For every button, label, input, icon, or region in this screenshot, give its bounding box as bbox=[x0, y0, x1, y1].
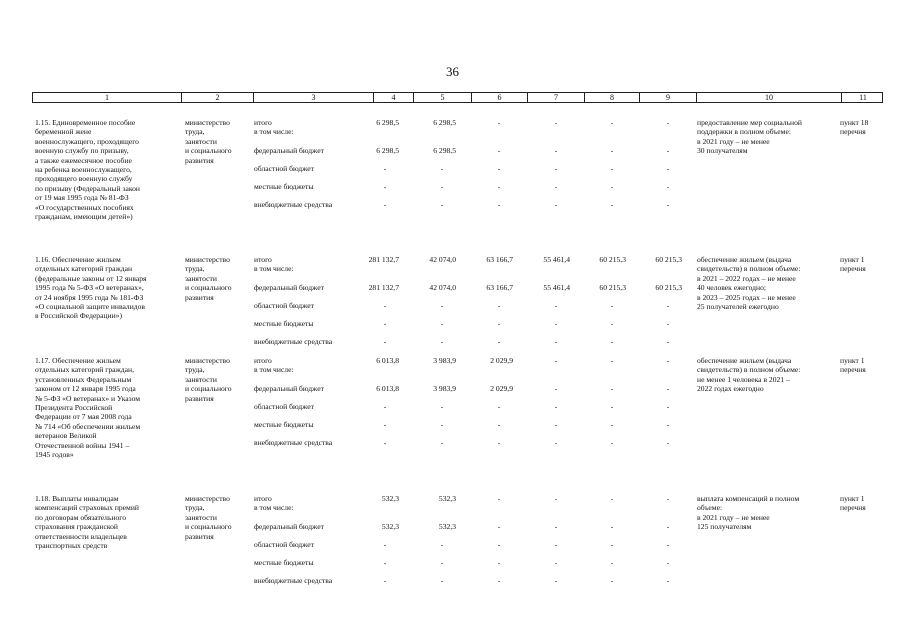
row-source-line: в том числе: bbox=[254, 503, 294, 513]
row-value-cell: - bbox=[666, 337, 670, 346]
row-description-line: 1995 года № 5-ФЗ «О ветеранах», bbox=[35, 283, 144, 293]
row-value-cell: - bbox=[497, 522, 501, 531]
row-value-cell: - bbox=[440, 576, 444, 585]
row-value-cell: - bbox=[554, 146, 558, 155]
row-value-cell: - bbox=[610, 356, 614, 365]
row-value-cell: - bbox=[610, 384, 614, 393]
row-value-cell: 532,3 bbox=[438, 522, 456, 531]
row-result-line: не менее 1 человека в 2021 – bbox=[697, 374, 790, 384]
row-source-line: в том числе: bbox=[254, 365, 294, 375]
row-value-cell: - bbox=[497, 118, 501, 127]
row-value-cell: - bbox=[383, 337, 387, 346]
row-executor-line: развития bbox=[185, 531, 214, 541]
row-value-cell: - bbox=[666, 319, 670, 328]
row-description-line: (федеральные законы от 12 января bbox=[35, 273, 147, 283]
row-value-cell: - bbox=[610, 146, 614, 155]
row-value-cell: - bbox=[497, 164, 501, 173]
row-value-cell: - bbox=[440, 182, 444, 191]
row-value-cell: 60 215,3 bbox=[599, 255, 626, 264]
row-value-cell: 55 461,4 bbox=[543, 283, 570, 292]
table-header bbox=[32, 92, 883, 103]
row-value-cell: - bbox=[497, 146, 501, 155]
row-value-cell: - bbox=[497, 182, 501, 191]
row-value-cell: - bbox=[666, 522, 670, 531]
row-value-cell: - bbox=[666, 494, 670, 503]
row-description-line: по призыву (Федеральный закон bbox=[35, 183, 140, 193]
row-description-line: 1.18. Выплаты инвалидам bbox=[35, 494, 119, 503]
row-result-line: 30 получателям bbox=[697, 146, 748, 156]
row-value-cell: - bbox=[383, 402, 387, 411]
row-result-line: в 2021 году – не менее bbox=[697, 136, 770, 146]
row-value-cell: - bbox=[383, 319, 387, 328]
header-col-1: 1 bbox=[105, 93, 109, 102]
row-value-cell: - bbox=[554, 576, 558, 585]
row-executor-line: министерство bbox=[185, 494, 230, 503]
row-executor-line: труда, bbox=[185, 365, 205, 375]
row-description-line: 1.15. Единовременное пособие bbox=[35, 118, 136, 127]
row-value-cell: - bbox=[440, 558, 444, 567]
row-executor-line: министерство bbox=[185, 356, 230, 365]
row-value-cell: 60 215,3 bbox=[599, 283, 626, 292]
row-value-cell: - bbox=[666, 420, 670, 429]
row-value-cell: - bbox=[497, 540, 501, 549]
row-source-line: местные бюджеты bbox=[254, 319, 314, 328]
row-executor-line: занятости bbox=[185, 374, 217, 384]
row-executor-line: занятости bbox=[185, 512, 217, 522]
row-value-cell: - bbox=[554, 494, 558, 503]
row-result-line: предоставление мер социальной bbox=[697, 118, 802, 127]
row-description-line: военнослужащего, проходящего bbox=[35, 136, 139, 146]
row-value-cell: 6 013,8 bbox=[376, 356, 399, 365]
row-source-line: итого bbox=[254, 494, 272, 503]
row-value-cell: - bbox=[666, 558, 670, 567]
row-value-cell: - bbox=[440, 402, 444, 411]
header-col-11: 11 bbox=[841, 93, 884, 102]
row-value-cell: - bbox=[497, 438, 501, 447]
row-result-line: поддержки в полном объеме: bbox=[697, 127, 791, 137]
row-description-line: гражданам, имеющим детей») bbox=[35, 212, 133, 221]
row-executor-line: труда, bbox=[185, 127, 205, 137]
row-value-cell: 6 298,5 bbox=[376, 118, 399, 127]
row-value-cell: - bbox=[666, 164, 670, 173]
row-value-cell: - bbox=[383, 200, 387, 209]
row-value-cell: - bbox=[554, 182, 558, 191]
row-source-line: итого bbox=[254, 255, 272, 264]
row-value-cell: - bbox=[497, 420, 501, 429]
row-source-line: местные бюджеты bbox=[254, 420, 314, 429]
row-value-cell: 60 215,3 bbox=[655, 255, 682, 264]
row-description-line: в Российской Федерации») bbox=[35, 311, 122, 321]
row-executor-line: развития bbox=[185, 393, 214, 403]
row-result-line: обеспечение жильем (выдача bbox=[697, 255, 792, 264]
row-value-cell: - bbox=[440, 337, 444, 346]
row-description-line: ответственности владельцев bbox=[35, 531, 127, 541]
row-value-cell: 6 298,5 bbox=[376, 146, 399, 155]
row-source-line: в том числе: bbox=[254, 264, 294, 274]
row-value-cell: - bbox=[666, 576, 670, 585]
row-description-line: ветеранов Великой bbox=[35, 431, 97, 441]
row-value-cell: - bbox=[497, 402, 501, 411]
row-source-line: внебюджетные средства bbox=[254, 576, 333, 585]
row-value-cell: - bbox=[610, 182, 614, 191]
row-description-line: 1.17. Обеспечение жильем bbox=[35, 356, 121, 365]
row-value-cell: - bbox=[497, 319, 501, 328]
row-value-cell: - bbox=[610, 337, 614, 346]
row-value-cell: 63 166,7 bbox=[486, 255, 513, 264]
row-reference-line: пункт 1 bbox=[840, 494, 865, 503]
row-result-line: в 2021 году – не менее bbox=[697, 512, 770, 522]
row-value-cell: 42 074,0 bbox=[429, 283, 456, 292]
row-value-cell: - bbox=[383, 301, 387, 310]
row-value-cell: 60 215,3 bbox=[655, 283, 682, 292]
row-value-cell: - bbox=[497, 337, 501, 346]
row-value-cell: - bbox=[497, 576, 501, 585]
row-value-cell: - bbox=[610, 200, 614, 209]
row-source-line: внебюджетные средства bbox=[254, 200, 333, 209]
row-description-line: проходящего военную службу bbox=[35, 174, 133, 184]
row-description-line: № 714 «Об обеспечении жильем bbox=[35, 421, 141, 431]
row-description-line: а также ежемесячное пособие bbox=[35, 155, 132, 165]
row-value-cell: - bbox=[554, 420, 558, 429]
row-value-cell: 281 132,7 bbox=[368, 255, 399, 264]
row-description-line: установленных Федеральным bbox=[35, 374, 132, 384]
row-source-line: областной бюджет bbox=[254, 164, 314, 173]
row-reference-line: перечня bbox=[840, 365, 866, 375]
row-source-line: итого bbox=[254, 356, 272, 365]
row-value-cell: - bbox=[610, 576, 614, 585]
row-value-cell: - bbox=[440, 200, 444, 209]
header-col-5: 5 bbox=[413, 93, 471, 102]
row-value-cell: 281 132,7 bbox=[368, 283, 399, 292]
header-col-8: 8 bbox=[584, 93, 639, 102]
row-value-cell: - bbox=[497, 558, 501, 567]
row-value-cell: - bbox=[383, 576, 387, 585]
row-reference-line: пункт 18 bbox=[840, 118, 869, 127]
row-description-line: страхования гражданской bbox=[35, 522, 118, 532]
row-reference-line: перечня bbox=[840, 503, 866, 513]
row-reference-line: пункт 1 bbox=[840, 255, 865, 264]
row-executor-line: занятости bbox=[185, 273, 217, 283]
row-value-cell: 2 029,9 bbox=[490, 356, 513, 365]
row-source-line: в том числе: bbox=[254, 127, 294, 137]
row-source-line: внебюджетные средства bbox=[254, 438, 333, 447]
row-description-line: 1.16. Обеспечение жильем bbox=[35, 255, 121, 264]
row-source-line: областной бюджет bbox=[254, 301, 314, 310]
row-description-line: Президента Российской bbox=[35, 403, 113, 412]
row-value-cell: - bbox=[666, 402, 670, 411]
row-description-line: беременной жене bbox=[35, 127, 92, 137]
row-result-line: обеспечение жильем (выдача bbox=[697, 356, 792, 365]
row-source-line: областной бюджет bbox=[254, 540, 314, 549]
row-value-cell: - bbox=[497, 301, 501, 310]
row-result-line: объеме: bbox=[697, 503, 723, 513]
row-value-cell: - bbox=[610, 420, 614, 429]
row-value-cell: - bbox=[610, 164, 614, 173]
row-source-line: областной бюджет bbox=[254, 402, 314, 411]
row-result-line: выплата компенсаций в полном bbox=[697, 494, 800, 503]
row-value-cell: - bbox=[554, 384, 558, 393]
row-value-cell: - bbox=[554, 164, 558, 173]
row-description-line: 1945 годов» bbox=[35, 450, 74, 459]
row-value-cell: - bbox=[440, 164, 444, 173]
row-value-cell: - bbox=[610, 301, 614, 310]
row-source-line: федеральный бюджет bbox=[254, 384, 324, 393]
row-value-cell: - bbox=[666, 438, 670, 447]
row-value-cell: - bbox=[554, 540, 558, 549]
row-description-line: законом от 12 января 1995 года bbox=[35, 384, 136, 394]
row-value-cell: - bbox=[554, 522, 558, 531]
row-value-cell: 2 029,9 bbox=[490, 384, 513, 393]
row-value-cell: - bbox=[440, 420, 444, 429]
row-value-cell: 532,3 bbox=[381, 522, 399, 531]
row-executor-line: и социального bbox=[185, 146, 232, 156]
row-executor-line: развития bbox=[185, 292, 214, 302]
row-value-cell: - bbox=[666, 301, 670, 310]
row-source-line: местные бюджеты bbox=[254, 182, 314, 191]
row-executor-line: и социального bbox=[185, 522, 232, 532]
row-executor-line: и социального bbox=[185, 384, 232, 394]
row-value-cell: - bbox=[383, 164, 387, 173]
row-value-cell: - bbox=[440, 540, 444, 549]
row-value-cell: - bbox=[383, 558, 387, 567]
row-description-line: транспортных средств bbox=[35, 541, 108, 550]
row-value-cell: - bbox=[383, 182, 387, 191]
row-description-line: на ребенка военнослужащего, bbox=[35, 165, 132, 174]
row-result-line: 25 получателей ежегодно bbox=[697, 302, 779, 311]
row-value-cell: - bbox=[440, 438, 444, 447]
row-reference-line: перечня bbox=[840, 264, 866, 274]
row-value-cell: 532,3 bbox=[381, 494, 399, 503]
row-value-cell: 55 461,4 bbox=[543, 255, 570, 264]
row-description-line: «О социальной защите инвалидов bbox=[35, 302, 146, 311]
row-description-line: от 24 ноября 1995 года № 181-ФЗ bbox=[35, 292, 144, 302]
row-value-cell: 42 074,0 bbox=[429, 255, 456, 264]
row-source-line: федеральный бюджет bbox=[254, 146, 324, 155]
row-source-line: внебюджетные средства bbox=[254, 337, 333, 346]
header-col-2: 2 bbox=[181, 93, 253, 102]
row-value-cell: - bbox=[554, 118, 558, 127]
row-value-cell: - bbox=[554, 356, 558, 365]
row-value-cell: - bbox=[666, 146, 670, 155]
row-executor-line: министерство bbox=[185, 118, 230, 127]
row-value-cell: - bbox=[610, 558, 614, 567]
row-result-line: свидетельств) в полном объеме: bbox=[697, 365, 801, 375]
row-executor-line: труда, bbox=[185, 264, 205, 274]
row-value-cell: - bbox=[610, 494, 614, 503]
row-value-cell: - bbox=[610, 438, 614, 447]
row-source-line: федеральный бюджет bbox=[254, 283, 324, 292]
row-value-cell: - bbox=[554, 438, 558, 447]
row-value-cell: - bbox=[610, 540, 614, 549]
row-description-line: № 5-ФЗ «О ветеранах» и Указом bbox=[35, 393, 141, 403]
row-executor-line: развития bbox=[185, 155, 214, 165]
row-description-line: отдельных категорий граждан bbox=[35, 264, 133, 274]
row-reference-line: пункт 1 bbox=[840, 356, 865, 365]
row-description-line: военную службу по призыву, bbox=[35, 146, 129, 156]
row-value-cell: - bbox=[666, 384, 670, 393]
row-source-line: федеральный бюджет bbox=[254, 522, 324, 531]
row-value-cell: 6 013,8 bbox=[376, 384, 399, 393]
row-executor-line: и социального bbox=[185, 283, 232, 293]
row-value-cell: - bbox=[440, 319, 444, 328]
row-value-cell: 6 298,5 bbox=[433, 146, 456, 155]
row-value-cell: - bbox=[610, 319, 614, 328]
row-value-cell: - bbox=[554, 301, 558, 310]
header-col-3: 3 bbox=[253, 93, 373, 102]
row-result-line: 2022 годах ежегодно bbox=[697, 384, 764, 394]
row-value-cell: - bbox=[666, 540, 670, 549]
row-value-cell: - bbox=[554, 402, 558, 411]
row-value-cell: 63 166,7 bbox=[486, 283, 513, 292]
page-number: 36 bbox=[446, 64, 459, 79]
row-result-line: 40 человек ежегодно; bbox=[697, 283, 766, 293]
row-value-cell: - bbox=[610, 118, 614, 127]
row-value-cell: - bbox=[554, 558, 558, 567]
row-value-cell: - bbox=[554, 337, 558, 346]
row-value-cell: - bbox=[554, 319, 558, 328]
row-description-line: Отечественной войны 1941 – bbox=[35, 440, 130, 450]
header-col-7: 7 bbox=[527, 93, 584, 102]
header-col-4: 4 bbox=[373, 93, 413, 102]
row-result-line: в 2021 – 2022 годах – не менее bbox=[697, 273, 796, 283]
row-result-line: в 2023 – 2025 годах – не менее bbox=[697, 292, 796, 302]
row-source-line: местные бюджеты bbox=[254, 558, 314, 567]
row-source-line: итого bbox=[254, 118, 272, 127]
row-reference-line: перечня bbox=[840, 127, 866, 137]
header-col-10: 10 bbox=[696, 93, 841, 102]
row-description-line: «О государственных пособиях bbox=[35, 202, 134, 212]
row-executor-line: труда, bbox=[185, 503, 205, 513]
row-value-cell: - bbox=[383, 540, 387, 549]
row-description-line: по договорам обязательного bbox=[35, 512, 127, 522]
row-value-cell: - bbox=[383, 438, 387, 447]
row-value-cell: - bbox=[666, 182, 670, 191]
row-result-line: 125 получателям bbox=[697, 522, 752, 532]
header-col-9: 9 bbox=[639, 93, 696, 102]
row-value-cell: - bbox=[497, 494, 501, 503]
row-result-line: свидетельств) в полном объеме: bbox=[697, 264, 801, 274]
row-executor-line: занятости bbox=[185, 136, 217, 146]
row-value-cell: - bbox=[554, 200, 558, 209]
row-description-line: Федерации от 7 мая 2008 года bbox=[35, 412, 132, 422]
row-value-cell: 6 298,5 bbox=[433, 118, 456, 127]
row-value-cell: - bbox=[666, 356, 670, 365]
row-description-line: компенсаций страховых премий bbox=[35, 503, 139, 513]
row-description-line: отдельных категорий граждан, bbox=[35, 365, 134, 375]
row-value-cell: - bbox=[440, 301, 444, 310]
row-executor-line: министерство bbox=[185, 255, 230, 264]
row-value-cell: 532,3 bbox=[438, 494, 456, 503]
row-value-cell: - bbox=[666, 200, 670, 209]
row-value-cell: - bbox=[666, 118, 670, 127]
row-value-cell: - bbox=[383, 420, 387, 429]
row-value-cell: 3 983,9 bbox=[433, 356, 456, 365]
row-value-cell: - bbox=[610, 402, 614, 411]
row-value-cell: 3 983,9 bbox=[433, 384, 456, 393]
row-value-cell: - bbox=[610, 522, 614, 531]
row-description-line: от 19 мая 1995 года № 81-ФЗ bbox=[35, 193, 129, 203]
row-value-cell: - bbox=[497, 200, 501, 209]
header-col-6: 6 bbox=[471, 93, 527, 102]
